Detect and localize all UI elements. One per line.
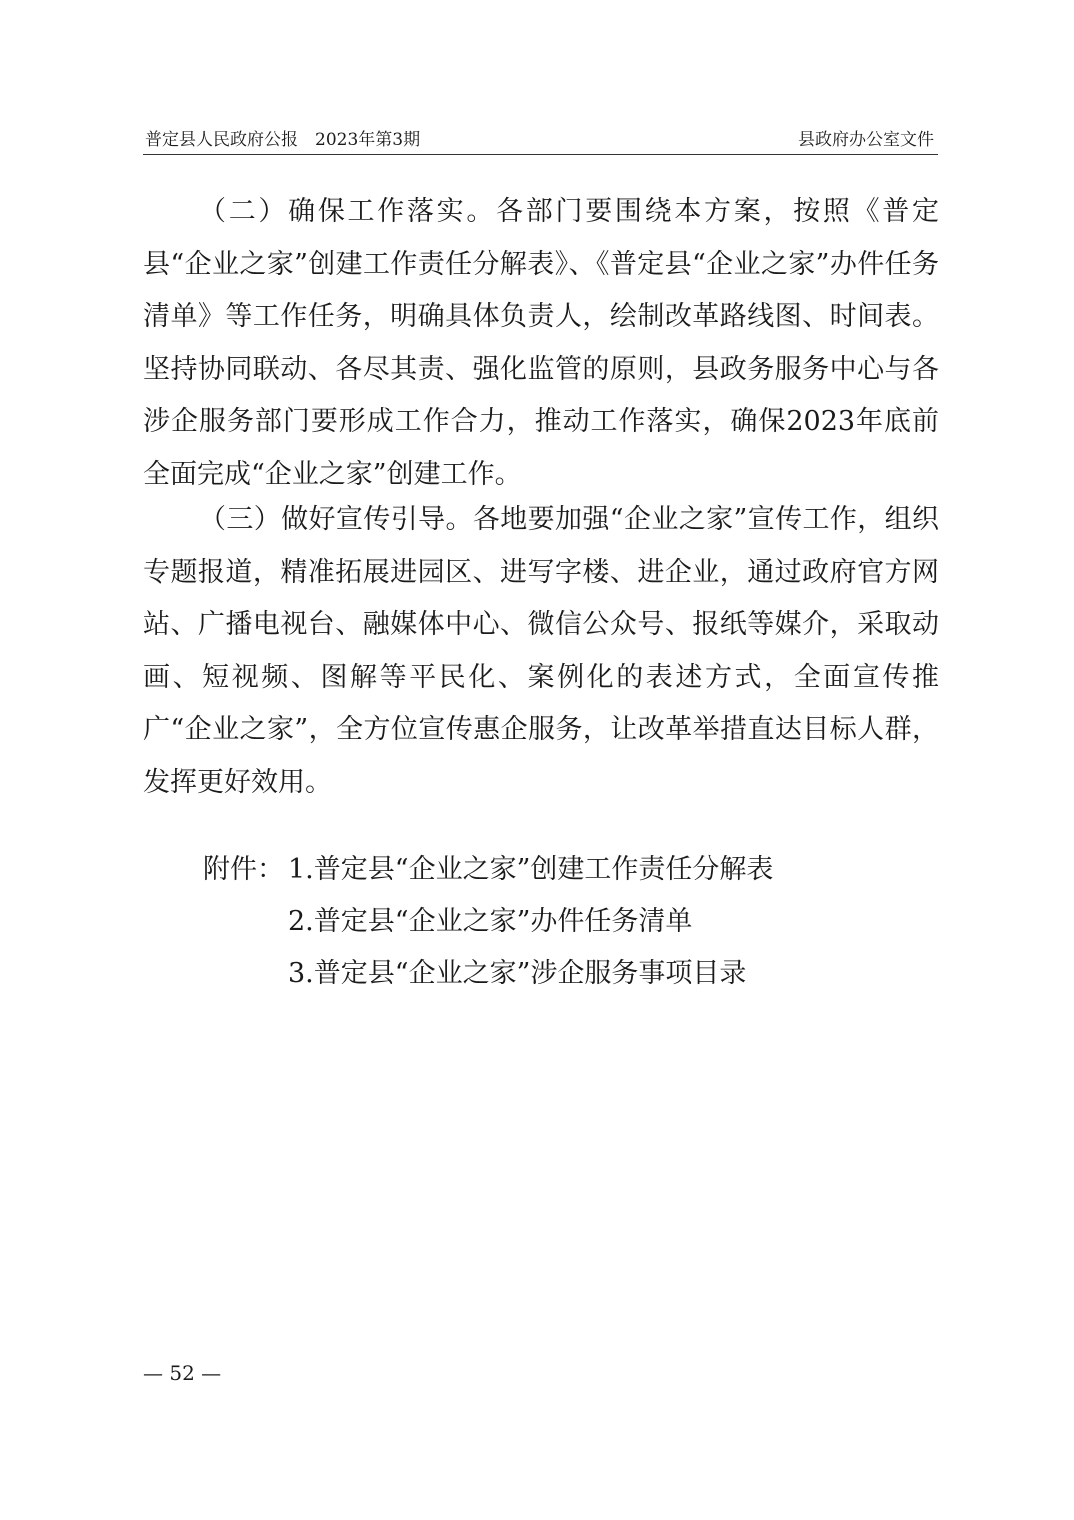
- paragraph-ensure-implementation: （二）确保工作落实。各部门要围绕本方案，按照《普定县“企业之家”创建工作责任分解表》、《普定县“企业之家”办件任务清单》等工作任务，明确具体负责人，绘制改革路线图、时间表。坚持协同联动、各尽其责、强化监管的原则，县政务服务中心与各涉企服务部门要形成工作合力，推动工作落实，确保2023年底前全面完成“企业之家”创建工作。: [143, 196, 939, 490]
- paragraph-publicity-guidance: （三）做好宣传引导。各地要加强“企业之家”宣传工作，组织专题报道，精准拓展进园区、进写字楼、进企业，通过政府官方网站、广播电视台、融媒体中心、微信公众号、报纸等媒介，采取动画、短视频、图解等平民化、案例化的表述方式，全面宣传推广“企业之家”，全方位宣传惠企服务，让改革举措直达目标人群，发挥更好效用。: [143, 504, 939, 798]
- attachments-label: 附件：: [203, 854, 284, 885]
- page-number: — 52 —: [143, 1361, 222, 1385]
- header-section-label: 县政府办公室文件: [798, 130, 934, 150]
- attachment-item: 1.普定县“企业之家”创建工作责任分解表: [288, 854, 774, 885]
- running-header: [143, 126, 938, 155]
- header-publication-title: 普定县人民政府公报 2023年第3期: [145, 130, 421, 150]
- attachment-item: 2.普定县“企业之家”办件任务清单: [288, 906, 693, 937]
- attachment-item: 3.普定县“企业之家”涉企服务事项目录: [288, 958, 747, 989]
